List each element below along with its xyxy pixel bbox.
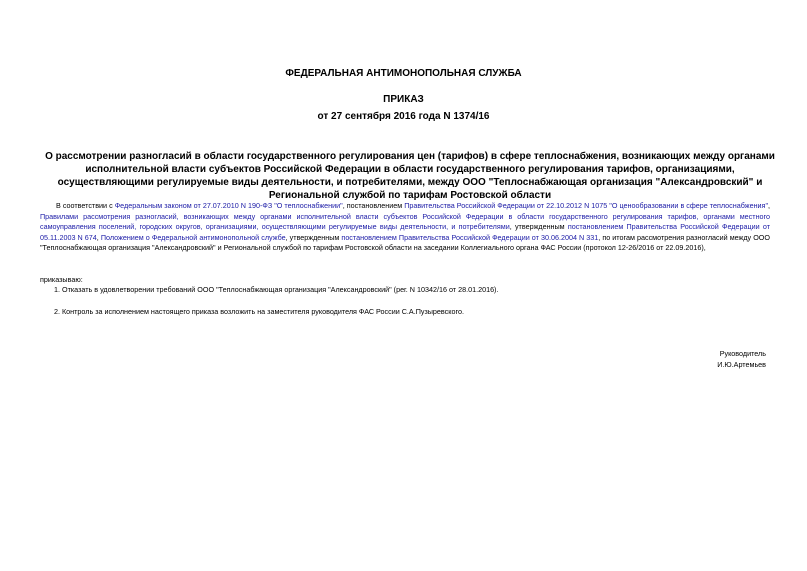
link-government-decree-674[interactable]: постановлением Правительства Российской Федерации от 05.11.2003 N 674: [40, 222, 771, 242]
order-word: приказываю:: [40, 275, 83, 284]
link-government-decree-331[interactable]: постановлением Правительства Российской Федерации от 30.06.2004 N 331: [341, 232, 599, 242]
preamble-text: В соответствии с: [56, 201, 115, 210]
link-federal-law[interactable]: Федеральным законом от 27.07.2010 N 190-ФЗ "О теплоснабжении": [114, 201, 343, 210]
preamble-paragraph: [40, 201, 770, 254]
signature-position: Руководитель: [719, 349, 766, 358]
document-subject: О рассмотрении разногласий в области государственного регулирования цен (тарифов) в сфере теплоснабжения, возникающих между органами исполнительной власти субъектов Российской Федерации в области государственного регулирования тарифов, организациями, осуществляющими регулируемые виды деятельности, и потребителями, между ООО "Теплоснабжающая организация "Александровский" и Региональной службой по тарифам Ростовской области: [45, 151, 775, 201]
document-date-number: от 27 сентября 2016 года N 1374/16: [317, 111, 490, 122]
signature-name: И.Ю.Артемьев: [717, 359, 766, 369]
preamble-text: , по итогам рассмотрения разногласий между ООО "Теплоснабжающая организация "Александровский" и Региональной службой по тарифам Ростовской области на заседании Коллегиального органа ФАС России (протокол 12-26/2016 от 22.09.2016),: [40, 232, 770, 253]
preamble-text: , постановлением: [342, 201, 405, 210]
order-item-1: 1. Отказать в удовлетворении требований ООО "Теплоснабжающая организация "Александровский" (рег. N 10342/16 от 28.01.2016).: [54, 285, 499, 294]
preamble-text: ,: [768, 201, 771, 210]
signature-block: [717, 349, 766, 370]
link-fas-regulation[interactable]: Положением о Федеральной антимонопольной службе: [100, 232, 286, 242]
document-type: ПРИКАЗ: [383, 94, 424, 105]
order-item-2: 2. Контроль за исполнением настоящего приказа возложить на заместителя руководителя ФАС России С.А.Пузыревского.: [54, 307, 464, 316]
link-dispute-rules[interactable]: Правилами рассмотрения разногласий, возникающих между органами исполнительной власти субъектов Российской Федерации в области государственного регулирования тарифов, органами местного самоуправления поселений, городских округов, организациями, осуществляющими регулируемые виды деятельности, и потребителями: [40, 211, 770, 232]
agency-title: ФЕДЕРАЛЬНАЯ АНТИМОНОПОЛЬНАЯ СЛУЖБА: [285, 68, 522, 79]
preamble-text: ,: [96, 232, 101, 242]
preamble-text: , утвержденным: [509, 222, 568, 232]
link-government-decree-1075[interactable]: Правительства Российской Федерации от 22.10.2012 N 1075 "О ценообразовании в сфере теплоснабжения": [404, 201, 769, 210]
preamble-text: , утвержденным: [285, 232, 342, 242]
